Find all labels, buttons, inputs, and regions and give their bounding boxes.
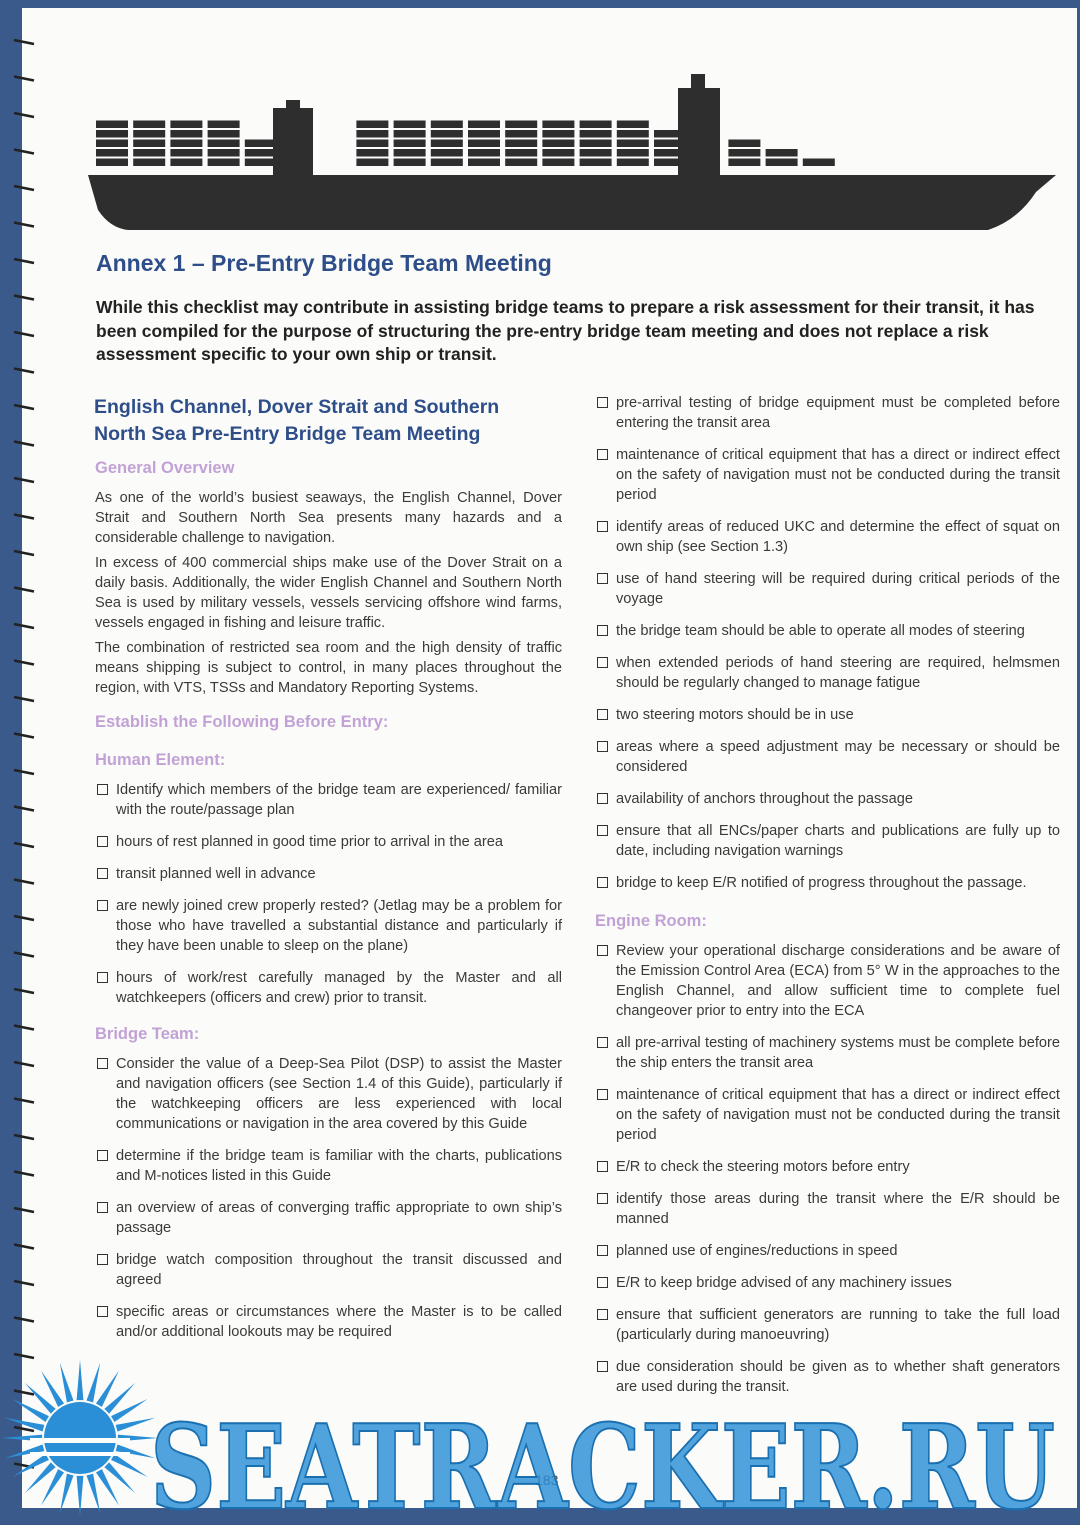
checkbox-icon (597, 521, 608, 532)
ship-container (468, 159, 500, 167)
ship-container (542, 130, 574, 138)
checklist-item (594, 1241, 1060, 1261)
checkbox-icon (97, 784, 108, 795)
checklist-item (94, 1302, 562, 1342)
sun-ray (5, 1444, 45, 1458)
ship-container (505, 121, 537, 129)
ship-container (394, 159, 426, 167)
checklist-item-text: ensure that all ENCs/paper charts and publications are fully up to date, including navigation warnings (616, 823, 1060, 859)
ship-container (356, 159, 388, 167)
ship-container (394, 149, 426, 157)
ship-container (245, 149, 277, 157)
ship-container (505, 130, 537, 138)
ship-container (654, 140, 686, 148)
checkbox-icon (597, 573, 608, 584)
sun-ray (77, 1476, 84, 1516)
ship-container (394, 121, 426, 129)
checkbox-icon (597, 449, 608, 460)
ship-container (356, 149, 388, 157)
ship-container (728, 149, 760, 157)
checklist-item-text: are newly joined crew properly rested? (Jetlag may be a problem for those who have travelled a substantial distance and particularly if they have been unable to sleep on the plane) (116, 898, 562, 954)
bridge-team-checklist-continued (594, 393, 1060, 893)
checklist-item-text: determine if the bridge team is familiar with the charts, publications and M-notices listed in this Guide (116, 1148, 562, 1184)
ship-container (654, 159, 686, 167)
ship-container (431, 140, 463, 148)
checklist-item-text: Consider the value of a Deep-Sea Pilot (DSP) to assist the Master and navigation officers (see Section 1.4 of this Guide), particularly if the watchkeeping officers are less experienced with local communications or navigation in the area covered by this Guide (116, 1056, 562, 1132)
checklist-item (594, 1273, 1060, 1293)
checkbox-icon (597, 1309, 608, 1320)
checkbox-icon (97, 900, 108, 911)
checkbox-icon (597, 877, 608, 888)
annex-title: Annex 1 – Pre-Entry Bridge Team Meeting (96, 250, 552, 276)
checklist-item-text: pre-arrival testing of bridge equipment must be completed before entering the transit area (616, 395, 1060, 431)
checklist-item-text: bridge to keep E/R notified of progress throughout the passage. (616, 875, 1027, 891)
checklist-item (594, 569, 1060, 609)
checklist-item-text: use of hand steering will be required during critical periods of the voyage (616, 571, 1060, 607)
checklist-item (94, 1054, 562, 1134)
ship-container (356, 130, 388, 138)
checklist-item-text: Identify which members of the bridge team are experienced/ familiar with the route/passage plan (116, 782, 562, 818)
ship-container (468, 140, 500, 148)
checkbox-icon (597, 1161, 608, 1172)
checkbox-icon (597, 793, 608, 804)
checklist-item (594, 737, 1060, 777)
checkbox-icon (597, 1193, 608, 1204)
ship-container (133, 121, 165, 129)
checklist-item-text: two steering motors should be in use (616, 707, 854, 723)
checkbox-icon (97, 1254, 108, 1265)
checklist-item (94, 1250, 562, 1290)
overview-paragraph: In excess of 400 commercial ships make use of the Dover Strait on a daily basis. Additionally, the wider English Channel and Southern North Sea is used by military vessels, vessels servicing offshore wind farms, vessels engaged in fishing and leisure traffic. (95, 555, 562, 631)
checklist-item (594, 621, 1060, 641)
ship-container (542, 140, 574, 148)
checklist-item (594, 1305, 1060, 1345)
checklist-item-text: hours of rest planned in good time prior to arrival in the area (116, 834, 503, 850)
checklist-item (94, 896, 562, 956)
ship-container (208, 140, 240, 148)
checklist-item-text: bridge watch composition throughout the transit discussed and agreed (116, 1252, 562, 1288)
ship-container (96, 140, 128, 148)
checkbox-icon (597, 657, 608, 668)
ship-container (170, 149, 202, 157)
checkbox-icon (597, 397, 608, 408)
checklist-item (594, 789, 1060, 809)
checkbox-icon (597, 945, 608, 956)
ship-container (468, 121, 500, 129)
engine-room-heading: Engine Room: (595, 912, 707, 930)
ship-container (170, 121, 202, 129)
ship-container (803, 159, 835, 167)
ship-container (96, 149, 128, 157)
ship-container (431, 130, 463, 138)
checklist-item (94, 832, 562, 852)
checklist-item (594, 873, 1060, 893)
ship-container (468, 149, 500, 157)
ship-container (542, 121, 574, 129)
checklist-item-text: an overview of areas of converging traffic appropriate to own ship’s passage (116, 1200, 562, 1236)
left-column (94, 394, 562, 1354)
checkbox-icon (97, 1202, 108, 1213)
checklist-item-text: Review your operational discharge considerations and be aware of the Emission Control Area (ECA) from 5° W in the approaches to the English Channel, and allow sufficient time to complete fuel changeover prior to entry into the ECA (616, 943, 1060, 1019)
checklist-item (594, 393, 1060, 433)
sun-ray (60, 1474, 74, 1514)
checklist-item (594, 821, 1060, 861)
checklist-item-text: specific areas or circumstances where the Master is to be called and/or additional lookouts may be required (116, 1304, 562, 1340)
ship-container (245, 140, 277, 148)
human-element-checklist (94, 780, 562, 1008)
ship-container (208, 130, 240, 138)
checklist-item (94, 1198, 562, 1238)
ship-container (654, 149, 686, 157)
right-column (594, 393, 1060, 1409)
checklist-item-text: the bridge team should be able to operate all modes of steering (616, 623, 1025, 639)
bridge-team-checklist (94, 1054, 562, 1342)
checkbox-icon (597, 709, 608, 720)
checklist-item-text: maintenance of critical equipment that has a direct or indirect effect on the safety of navigation must not be conducted during the transit period (616, 1087, 1060, 1143)
checklist-item-text: maintenance of critical equipment that has a direct or indirect effect on the safety of navigation must not be conducted during the transit period (616, 447, 1060, 503)
overview-paragraph: The combination of restricted sea room and the high density of traffic means shipping is subject to control, in many places throughout the region, with VTS, TSSs and Mandatory Reporting Systems. (95, 640, 562, 696)
ship-container (617, 121, 649, 129)
checklist-item (594, 517, 1060, 557)
seatracker-watermark (0, 1360, 1080, 1525)
section-title-line2: North Sea Pre-Entry Bridge Team Meeting (94, 423, 481, 445)
ship-container (431, 149, 463, 157)
ship-container (766, 149, 798, 157)
ship-container (245, 159, 277, 167)
human-element-heading: Human Element: (95, 751, 226, 769)
ship-container (96, 159, 128, 167)
ship-container (505, 149, 537, 157)
ship-container (170, 130, 202, 138)
ship-container (208, 121, 240, 129)
ship-container (133, 159, 165, 167)
checklist-item (94, 864, 562, 884)
bridge-team-heading: Bridge Team: (95, 1025, 200, 1043)
ship-container (580, 149, 612, 157)
ship-container (431, 159, 463, 167)
ship-container (580, 130, 612, 138)
checklist-item (94, 968, 562, 1008)
checklist-item (594, 1189, 1060, 1229)
ship-container (431, 121, 463, 129)
ship-container (766, 159, 798, 167)
ship-container (580, 159, 612, 167)
sun-ray (86, 1363, 100, 1403)
ship-container (170, 140, 202, 148)
ship-container (728, 159, 760, 167)
overview-paragraph: As one of the world’s busiest seaways, the English Channel, Dover Strait and Southern North Sea presents many hazards and a considerable challenge to navigation. (95, 490, 562, 546)
ship-container (208, 149, 240, 157)
page-number: 183 (535, 1472, 559, 1488)
ship-container (356, 140, 388, 148)
ship-container (96, 130, 128, 138)
ship-container (542, 149, 574, 157)
ship-container (133, 149, 165, 157)
ship-container (505, 140, 537, 148)
checklist-item-text: when extended periods of hand steering are required, helmsmen should be regularly changed to manage fatigue (616, 655, 1060, 691)
intro-paragraph: While this checklist may contribute in assisting bridge teams to prepare a risk assessment for their transit, it has been compiled for the purpose of structuring the pre-entry bridge team meeting and does not replace a risk assessment specific to your own ship or transit. (96, 297, 1035, 364)
ship-container (617, 149, 649, 157)
checkbox-icon (97, 1150, 108, 1161)
checklist-item-text: identify areas of reduced UKC and determine the effect of squat on own ship (see Section 1.3) (616, 519, 1060, 555)
checkbox-icon (597, 1037, 608, 1048)
ship-container (133, 130, 165, 138)
ship-container (394, 140, 426, 148)
checkbox-icon (97, 868, 108, 879)
checklist-item-text: areas where a speed adjustment may be necessary or should be considered (616, 739, 1060, 775)
checkbox-icon (597, 741, 608, 752)
checkbox-icon (97, 972, 108, 983)
engine-room-checklist (594, 941, 1060, 1397)
checklist-item-text: availability of anchors throughout the passage (616, 791, 913, 807)
checklist-item (594, 941, 1060, 1021)
checklist-item (594, 445, 1060, 505)
checklist-item-text: E/R to keep bridge advised of any machinery issues (616, 1275, 952, 1291)
general-overview-heading: General Overview (95, 459, 235, 477)
sun-ray (60, 1363, 74, 1403)
checklist-item-text: identify those areas during the transit where the E/R should be manned (616, 1191, 1060, 1227)
checklist-item (594, 705, 1060, 725)
ship-container (96, 121, 128, 129)
spiral-binding (0, 0, 40, 1525)
sun-ray (5, 1418, 45, 1432)
ship-container (580, 121, 612, 129)
ship-container (542, 159, 574, 167)
ship-container (208, 159, 240, 167)
checklist-item (594, 653, 1060, 693)
checklist-item-text: due consideration should be given as to whether shaft generators are used during the transit. (616, 1359, 1060, 1395)
sun-logo-icon (2, 1360, 158, 1516)
checklist-item-text: hours of work/rest carefully managed by the Master and all watchkeepers (officers and crew) prior to transit. (116, 970, 562, 1006)
checkbox-icon (97, 1306, 108, 1317)
checklist-item-text: planned use of engines/reductions in speed (616, 1243, 898, 1259)
ship-container (505, 159, 537, 167)
checklist-item (594, 1033, 1060, 1073)
checkbox-icon (597, 1245, 608, 1256)
ship-container (617, 140, 649, 148)
establish-heading: Establish the Following Before Entry: (95, 713, 389, 731)
checkbox-icon (597, 1277, 608, 1288)
section-title (94, 394, 562, 448)
checklist-item (594, 1085, 1060, 1145)
checkbox-icon (597, 625, 608, 636)
ship-container (728, 140, 760, 148)
sun-ray (77, 1360, 84, 1400)
checkbox-icon (597, 825, 608, 836)
ship-container (617, 159, 649, 167)
checklist-item (594, 1157, 1060, 1177)
ship-container (356, 121, 388, 129)
ship-container (617, 130, 649, 138)
section-title-line1: English Channel, Dover Strait and Southern (94, 396, 500, 418)
checklist-item-text: all pre-arrival testing of machinery systems must be complete before the ship enters the transit area (616, 1035, 1060, 1071)
checkbox-icon (597, 1089, 608, 1100)
ship-container (170, 159, 202, 167)
ship-container (133, 140, 165, 148)
sun-ray (86, 1474, 100, 1514)
checkbox-icon (97, 1058, 108, 1069)
ship-container (580, 140, 612, 148)
watermark-text: SEATRACKER.RU (150, 1400, 1055, 1525)
ship-container (394, 130, 426, 138)
checklist-item-text: E/R to check the steering motors before entry (616, 1159, 910, 1175)
checklist-item-text: transit planned well in advance (116, 866, 316, 882)
container-ship-illustration (88, 70, 1058, 240)
checkbox-icon (97, 836, 108, 847)
ship-container (468, 130, 500, 138)
checklist-item (94, 780, 562, 820)
checklist-item-text: ensure that sufficient generators are running to take the full load (particularly during manoeuvring) (616, 1307, 1060, 1343)
ship-container (654, 130, 686, 138)
checklist-item (94, 1146, 562, 1186)
